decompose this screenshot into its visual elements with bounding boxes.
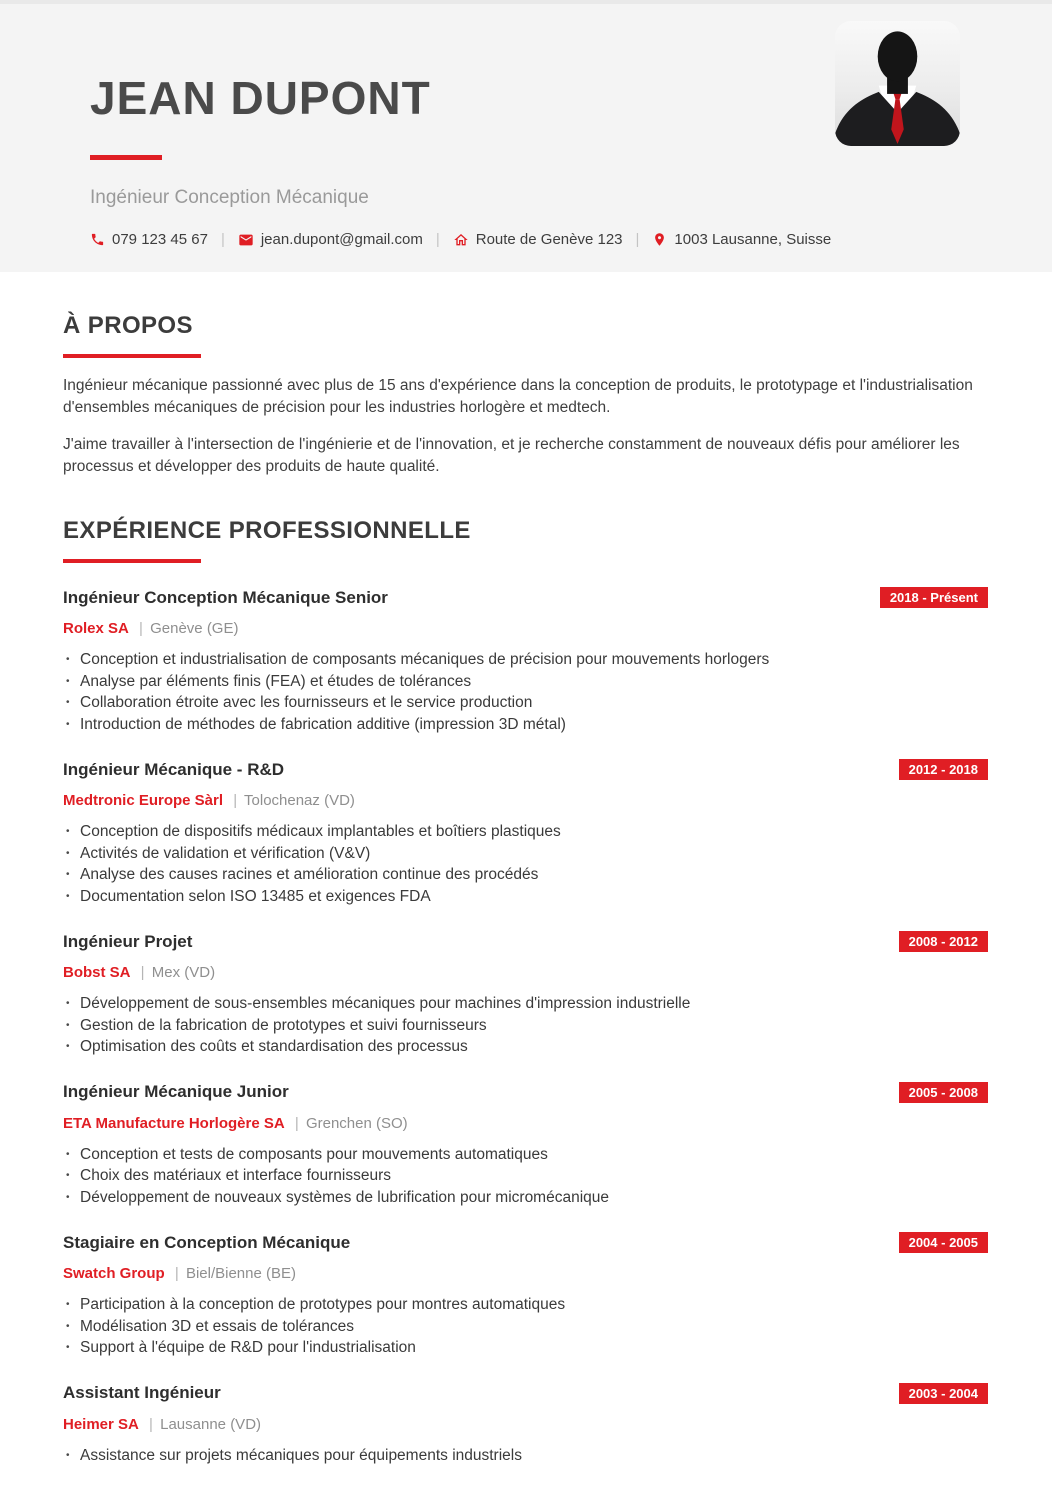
company-line bbox=[63, 792, 988, 809]
company-location: Lausanne (VD) bbox=[160, 1415, 262, 1433]
bullet-item: • Modélisation 3D et essais de tolérances bbox=[63, 1316, 988, 1338]
bullet-item: • Introduction de méthodes de fabrication additive (impression 3D métal) bbox=[63, 714, 988, 736]
bullet-item: • Analyse des causes racines et amélioration continue des procédés bbox=[63, 864, 988, 886]
company-name: Heimer SA bbox=[63, 1415, 139, 1433]
company-line bbox=[63, 620, 988, 637]
job-entry bbox=[63, 759, 988, 907]
experience-section bbox=[63, 493, 988, 1466]
company-location-separator: | bbox=[140, 964, 145, 981]
date-badge: 2003 - 2004 bbox=[899, 1383, 988, 1404]
company-location-separator: | bbox=[139, 620, 143, 637]
contact-separator: | bbox=[220, 231, 225, 249]
bullet-item: • Choix des matériaux et interface fournisseurs bbox=[63, 1165, 988, 1187]
phone-icon bbox=[90, 232, 105, 247]
email-icon bbox=[238, 232, 254, 248]
experience-heading: EXPÉRIENCE PROFESSIONNELLE bbox=[63, 517, 471, 544]
company-name: Rolex SA bbox=[63, 620, 129, 637]
company-location: Biel/Bienne (BE) bbox=[185, 1265, 296, 1282]
job-header-row bbox=[63, 759, 988, 780]
job-bullets bbox=[63, 1445, 988, 1467]
bullet-item: • Conception et industrialisation de composants mécaniques de précision pour mouvements horlogers bbox=[63, 649, 988, 671]
person-name: JEAN DUPONT bbox=[90, 72, 431, 124]
profile-photo bbox=[835, 21, 960, 146]
job-title: Ingénieur Mécanique - R&D bbox=[63, 759, 285, 779]
about-paragraph: J'aime travailler à l'intersection de l'ingénierie et de l'innovation, et je recherche constamment de nouveaux défis pour améliorer les processus et développer des produits de haute qualité. bbox=[63, 436, 960, 475]
contact-phone-text: 079 123 45 67 bbox=[112, 231, 208, 249]
header bbox=[0, 0, 1052, 272]
company-line bbox=[63, 964, 988, 981]
job-entry bbox=[63, 1383, 988, 1467]
job-entry bbox=[63, 931, 988, 1058]
name-accent-underline bbox=[90, 155, 162, 160]
bullet-item: • Développement de sous-ensembles mécaniques pour machines d'impression industrielle bbox=[63, 993, 988, 1015]
job-title-subtitle: Ingénieur Conception Mécanique bbox=[90, 187, 369, 209]
resume-body bbox=[0, 272, 1052, 1466]
date-badge: 2005 - 2008 bbox=[899, 1082, 988, 1103]
bullet-item: • Développement de nouveaux systèmes de lubrification pour micromécanique bbox=[63, 1187, 988, 1209]
contact-separator: | bbox=[435, 231, 440, 249]
about-heading: À PROPOS bbox=[63, 312, 193, 339]
company-location-separator: | bbox=[174, 1265, 179, 1282]
job-entry bbox=[63, 1082, 988, 1209]
bullet-item: • Gestion de la fabrication de prototypes et suivi fournisseurs bbox=[63, 1015, 988, 1037]
experience-accent-underline bbox=[63, 559, 201, 563]
job-title: Ingénieur Mécanique Junior bbox=[63, 1082, 289, 1101]
job-header-row bbox=[63, 1232, 988, 1253]
contact-phone bbox=[90, 231, 208, 248]
company-name: ETA Manufacture Horlogère SA bbox=[63, 1114, 285, 1132]
company-location: Genève (GE) bbox=[150, 620, 239, 637]
company-location: Grenchen (SO) bbox=[305, 1114, 408, 1132]
contact-row bbox=[90, 231, 988, 248]
contact-separator: | bbox=[635, 231, 640, 249]
company-location: Mex (VD) bbox=[151, 964, 216, 981]
job-bullets bbox=[63, 649, 988, 735]
bullet-item: • Analyse par éléments finis (FEA) et études de tolérances bbox=[63, 671, 988, 693]
profile-silhouette-image bbox=[835, 21, 960, 146]
job-bullets bbox=[63, 1294, 988, 1359]
jobs-list bbox=[63, 587, 988, 1466]
date-badge: 2018 - Présent bbox=[880, 587, 988, 608]
job-entry bbox=[63, 587, 988, 735]
contact-address bbox=[453, 231, 623, 248]
location-pin-icon bbox=[652, 232, 667, 247]
job-title: Assistant Ingénieur bbox=[63, 1383, 221, 1402]
bullet-item: • Support à l'équipe de R&D pour l'industrialisation bbox=[63, 1337, 988, 1359]
job-bullets bbox=[63, 993, 988, 1058]
company-line bbox=[63, 1265, 988, 1282]
contact-city bbox=[652, 231, 831, 248]
bullet-item: • Collaboration étroite avec les fournisseurs et le service production bbox=[63, 692, 988, 714]
bullet-item: • Participation à la conception de prototypes pour montres automatiques bbox=[63, 1294, 988, 1316]
job-header-row bbox=[63, 587, 988, 608]
date-badge: 2008 - 2012 bbox=[899, 931, 988, 952]
bullet-item: • Conception de dispositifs médicaux implantables et boîtiers plastiques bbox=[63, 821, 988, 843]
contact-email-text: jean.dupont@gmail.com bbox=[260, 231, 423, 249]
date-badge: 2004 - 2005 bbox=[899, 1232, 988, 1253]
company-name: Swatch Group bbox=[63, 1265, 165, 1282]
bullet-item: • Optimisation des coûts et standardisation des processus bbox=[63, 1036, 988, 1058]
company-location-separator: | bbox=[233, 792, 238, 809]
company-name: Bobst SA bbox=[63, 964, 131, 981]
company-name: Medtronic Europe Sàrl bbox=[63, 792, 224, 809]
home-icon bbox=[453, 232, 469, 248]
bullet-item: • Conception et tests de composants pour mouvements automatiques bbox=[63, 1144, 988, 1166]
bullet-item: • Assistance sur projets mécaniques pour équipements industriels bbox=[63, 1445, 988, 1467]
about-accent-underline bbox=[63, 354, 201, 358]
contact-address-text: Route de Genève 123 bbox=[475, 231, 623, 249]
contact-city-text: 1003 Lausanne, Suisse bbox=[674, 231, 832, 249]
bullet-item: • Activités de validation et vérification (V&V) bbox=[63, 843, 988, 865]
job-header-row bbox=[63, 1082, 988, 1103]
job-title: Ingénieur Projet bbox=[63, 931, 193, 951]
job-bullets bbox=[63, 821, 988, 907]
job-header-row bbox=[63, 931, 988, 952]
company-location-separator: | bbox=[149, 1415, 153, 1433]
company-line bbox=[63, 1115, 988, 1132]
bullet-item: • Documentation selon ISO 13485 et exigences FDA bbox=[63, 886, 988, 908]
date-badge: 2012 - 2018 bbox=[899, 759, 988, 780]
about-section bbox=[63, 272, 988, 477]
job-header-row bbox=[63, 1383, 988, 1404]
job-title: Ingénieur Conception Mécanique Senior bbox=[63, 587, 388, 607]
about-paragraph: Ingénieur mécanique passionné avec plus de 15 ans d'expérience dans la conception de produits, le prototypage et l'industrialisation d'ensembles mécaniques de précision pour les industries horlogère et medtech. bbox=[63, 377, 973, 416]
company-line bbox=[63, 1416, 988, 1433]
job-entry bbox=[63, 1232, 988, 1359]
job-bullets bbox=[63, 1144, 988, 1209]
company-location: Tolochenaz (VD) bbox=[244, 792, 355, 809]
contact-email bbox=[238, 231, 423, 248]
job-title: Stagiaire en Conception Mécanique bbox=[63, 1232, 351, 1252]
company-location-separator: | bbox=[294, 1114, 299, 1132]
